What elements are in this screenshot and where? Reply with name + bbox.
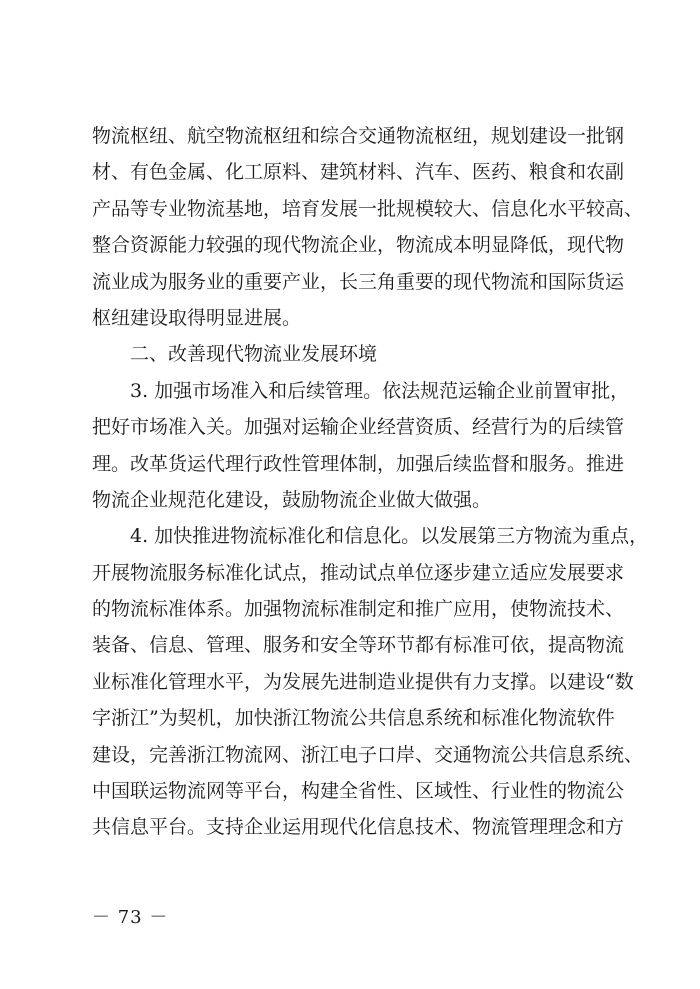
text-line: 产品等专业物流基地，培育发展一批规模较大、信息化水平较高、 bbox=[92, 197, 644, 220]
body-text bbox=[92, 118, 649, 846]
text-line: 建设，完善浙江物流网、浙江电子口岸、交通物流公共信息系统、 bbox=[92, 743, 644, 766]
text-line: 流业成为服务业的重要产业，长三角重要的现代物流和国际货运 bbox=[92, 270, 625, 293]
text-line: 中国联运物流网等平台，构建全省性、区域性、行业性的物流公 bbox=[92, 780, 625, 803]
text-line: 材、有色金属、化工原料、建筑材料、汽车、医药、粮食和农副 bbox=[92, 161, 625, 184]
text-line: 理。改革货运代理行政性管理体制，加强后续监督和服务。推进 bbox=[92, 452, 625, 475]
text-line: 二、改善现代物流业发展环境 bbox=[130, 343, 378, 366]
text-line: 字浙江”为契机，加快浙江物流公共信息系统和标准化物流软件 bbox=[92, 707, 615, 730]
text-line: 枢纽建设取得明显进展。 bbox=[92, 306, 302, 329]
text-line: 的物流标准体系。加强物流标准制定和推广应用，使物流技术、 bbox=[92, 598, 625, 621]
text-line: 物流企业规范化建设，鼓励物流企业做大做强。 bbox=[92, 488, 492, 511]
text-line: 把好市场准入关。加强对运输企业经营资质、经营行为的后续管 bbox=[92, 416, 625, 439]
text-line: 装备、信息、管理、服务和安全等环节都有标准可依，提高物流 bbox=[92, 634, 625, 657]
text-line: 开展物流服务标准化试点，推动试点单位逐步建立适应发展要求 bbox=[92, 561, 625, 584]
text-line: 4. 加快推进物流标准化和信息化。以发展第三方物流为重点， bbox=[130, 525, 649, 548]
text-line: 物流枢纽、航空物流枢纽和综合交通物流枢纽，规划建设一批钢 bbox=[92, 125, 625, 147]
page-number: － 73 － bbox=[92, 907, 169, 928]
text-line: 共信息平台。支持企业运用现代化信息技术、物流管理理念和方 bbox=[92, 816, 625, 839]
text-line: 3. 加强市场准入和后续管理。依法规范运输企业前置审批， bbox=[130, 379, 630, 402]
text-line: 业标准化管理水平，为发展先进制造业提供有力支撑。以建设“数 bbox=[92, 670, 634, 693]
text-line: 整合资源能力较强的现代物流企业，物流成本明显降低，现代物 bbox=[92, 234, 625, 257]
